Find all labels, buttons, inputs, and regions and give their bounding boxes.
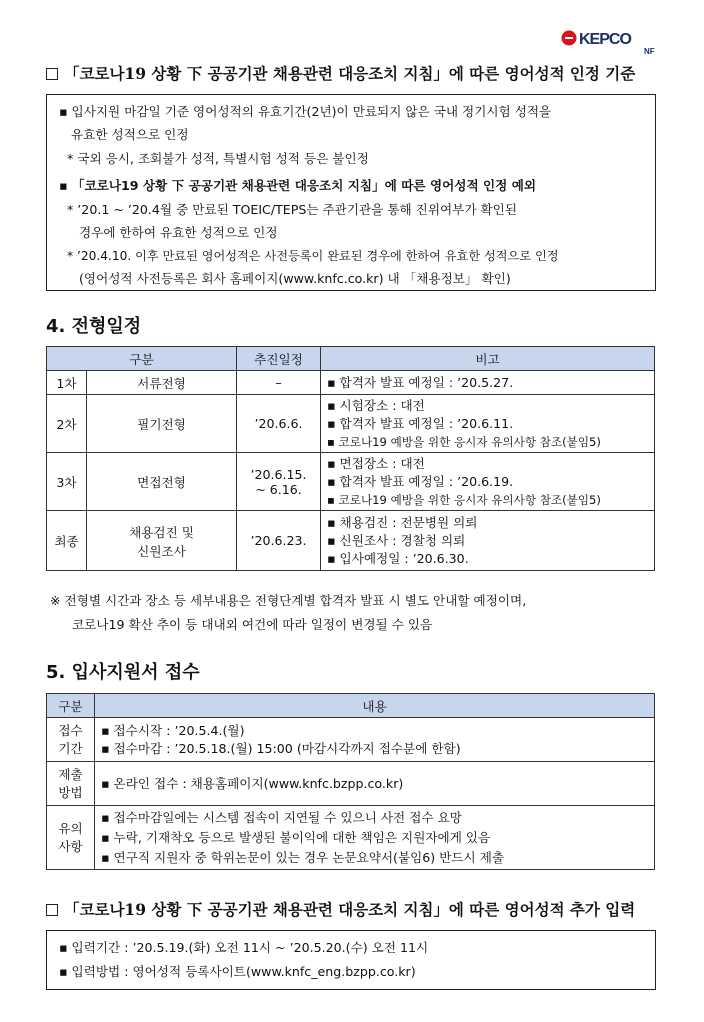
- stage-cell: 2차: [47, 395, 87, 453]
- col-header-stage: 구분: [47, 347, 237, 371]
- english-score-input-title: 「코로나19 상황 下 공공기관 채용관련 대응조치 지침」에 따른 영어성적 추가 입력: [46, 898, 635, 920]
- stage-name-cell: 면접전형: [87, 453, 237, 511]
- stage-name-cell: 서류전형: [87, 371, 237, 395]
- date-cell: ’20.6.6.: [237, 395, 321, 453]
- table-row: [47, 718, 655, 762]
- application-table: [46, 693, 655, 870]
- date-cell: –: [237, 371, 321, 395]
- stage-cell: 1차: [47, 371, 87, 395]
- english-score-input-box: [46, 930, 656, 990]
- content-cell: ▪ 접수시작 : ’20.5.4.(월) ▪ 접수마감 : ’20.5.18.(월) 15:00 (마감시각까지 접수분에 한함): [95, 718, 655, 762]
- category-cell: 유의 사항: [47, 806, 95, 870]
- category-cell: 접수 기간: [47, 718, 95, 762]
- table-row: [47, 395, 655, 453]
- col-header-date: 추진일정: [237, 347, 321, 371]
- col-header-category: 구분: [47, 694, 95, 718]
- col-header-content: 내용: [95, 694, 655, 718]
- category-cell: 제출 방법: [47, 762, 95, 806]
- kepco-nf-logo: [560, 26, 660, 58]
- criteria-note: (영어성적 사전등록은 회사 홈페이지(www.knfc.co.kr) 내 「채용정보」 확인): [79, 271, 511, 286]
- remarks-cell: ▪ 합격자 발표 예정일 : ’20.5.27.: [321, 371, 655, 395]
- schedule-note: 코로나19 확산 추이 등 대내외 여건에 따라 일정이 변경될 수 있음: [72, 617, 433, 632]
- stage-name-cell: 필기전형: [87, 395, 237, 453]
- table-row: [47, 762, 655, 806]
- date-cell: ’20.6.15. ~ 6.16.: [237, 453, 321, 511]
- table-row: [47, 453, 655, 511]
- english-score-criteria-box: [46, 94, 656, 291]
- english-score-criteria-title: 「코로나19 상황 下 공공기관 채용관련 대응조치 지침」에 따른 영어성적 인정 기준: [46, 62, 635, 84]
- criteria-line: ▪ 입사지원 마감일 기준 영어성적의 유효기간(2년)이 만료되지 않은 국내 정기시험 성적을: [59, 104, 552, 119]
- schedule-table: [46, 346, 655, 571]
- criteria-note: * ’20.4.10. 이후 만료된 영어성적은 사전등록이 완료된 경우에 한하여 유효한 성적으로 인정: [67, 249, 559, 263]
- stage-cell: 최종: [47, 511, 87, 571]
- remarks-cell: ▪ 채용검진 : 전문병원 의뢰 ▪ 신원조사 : 경찰청 의뢰 ▪ 입사예정일 : ’20.6.30.: [321, 511, 655, 571]
- criteria-line: 유효한 성적으로 인정: [71, 127, 189, 142]
- criteria-note: * 국외 응시, 조회불가 성적, 특별시험 성적 등은 불인정: [67, 151, 369, 166]
- table-row: [47, 371, 655, 395]
- checkbox-square-icon: [46, 904, 58, 916]
- col-header-remarks: 비고: [321, 347, 655, 371]
- schedule-heading: 4. 전형일정: [46, 316, 142, 337]
- remarks-cell: ▪ 시험장소 : 대전 ▪ 합격자 발표 예정일 : ’20.6.11. ▪ 코로나19 예방을 위한 응시자 유의사항 참조(붙임5): [321, 395, 655, 453]
- checkbox-square-icon: [46, 68, 58, 80]
- table-row: [47, 806, 655, 870]
- application-heading: 5. 입사지원서 접수: [46, 662, 200, 683]
- input-method-line: ▪ 입력방법 : 영어성적 등록사이트(www.knfc_eng.bzpp.co.kr): [59, 964, 416, 979]
- svg-text:KEPCO: KEPCO: [579, 31, 631, 48]
- schedule-note: ※ 전형별 시간과 장소 등 세부내용은 전형단계별 합격자 발표 시 별도 안내할 예정이며,: [50, 593, 527, 608]
- content-cell: ▪ 온라인 접수 : 채용홈페이지(www.knfc.bzpp.co.kr): [95, 762, 655, 806]
- input-period-line: ▪ 입력기간 : ’20.5.19.(화) 오전 11시 ~ ’20.5.20.(수) 오전 11시: [59, 940, 429, 955]
- stage-cell: 3차: [47, 453, 87, 511]
- criteria-note: * ’20.1 ~ ’20.4월 중 만료된 TOEIC/TEPS는 주관기관을 통해 진위여부가 확인된: [67, 202, 517, 217]
- table-row: [47, 511, 655, 571]
- criteria-exception-heading: ▪ 「코로나19 상황 下 공공기관 채용관련 대응조치 지침」에 따른 영어성적 인정 예외: [59, 178, 537, 193]
- stage-name-cell: 채용검진 및 신원조사: [87, 511, 237, 571]
- criteria-note: 경우에 한하여 유효한 성적으로 인정: [79, 225, 278, 240]
- svg-text:NF: NF: [644, 47, 655, 56]
- remarks-cell: ▪ 면접장소 : 대전 ▪ 합격자 발표 예정일 : ’20.6.19. ▪ 코로나19 예방을 위한 응시자 유의사항 참조(붙임5): [321, 453, 655, 511]
- date-cell: ’20.6.23.: [237, 511, 321, 571]
- content-cell: ▪ 접수마감일에는 시스템 접속이 지연될 수 있으니 사전 접수 요망 ▪ 누락, 기재착오 등으로 발생된 불이익에 대한 책임은 지원자에게 있음 ▪ 연구직 지원자 중 학위논문이 있는 경우 논문요약서(붙임6) 반드시 제출: [95, 806, 655, 870]
